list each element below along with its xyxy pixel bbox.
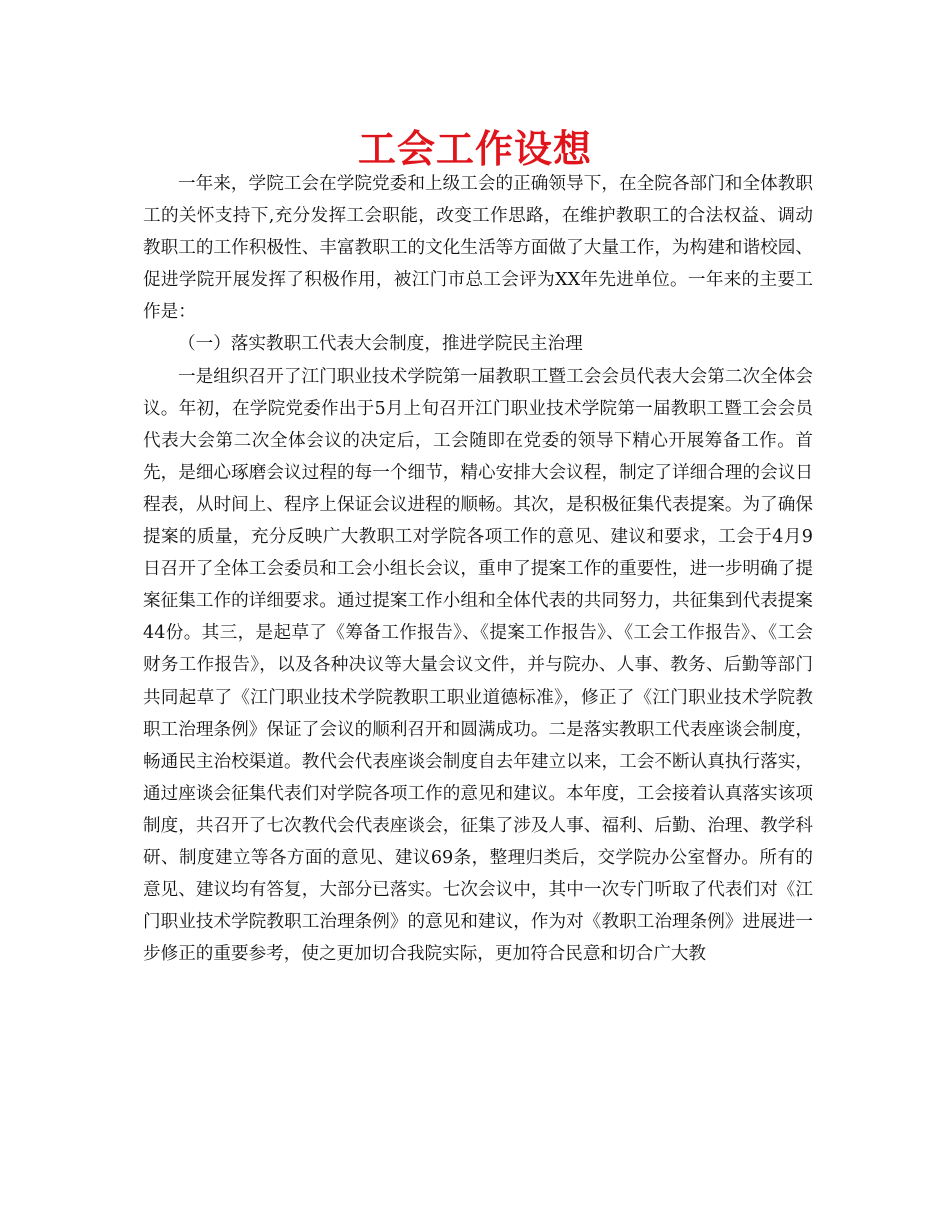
document-title: 工会工作设想 — [357, 127, 592, 171]
document-body — [143, 168, 813, 970]
body-paragraph: 一是组织召开了江门职业技术学院第一届教职工暨工会会员代表大会第二次全体会议。年初，在学院党委作出于5月上旬召开江门职业技术学院第一届教职工暨工会会员代表大会第二次全体会议的决定后，工会随即在党委的领导下精心开展筹备工作。首先，是细心琢磨会议过程的每一个细节，精心安排大会议程，制定了详细合理的会议日程表，从时间上、程序上保证会议进程的顺畅。其次，是积极征集代表提案。为了确保提案的质量，充分反映广大教职工对学院各项工作的意见、建议和要求，工会于4月9日召开了全体工会委员和工会小组长会议，重申了提案工作的重要性，进一步明确了提案征集工作的详细要求。通过提案工作小组和全体代表的共同努力，共征集到代表提案44份。其三，是起草了《筹备工作报告》、《提案工作报告》、《工会工作报告》、《工会财务工作报告》，以及各种决议等大量会议文件，并与院办、人事、教务、后勤等部门共同起草了《江门职业技术学院教职工职业道德标准》，修正了《江门职业技术学院教职工治理条例》保证了会议的顺利召开和圆满成功。二是落实教职工代表座谈会制度，畅通民主治校渠道。教代会代表座谈会制度自去年建立以来，工会不断认真执行落实，通过座谈会征集代表们对学院各项工作的意见和建议。本年度，工会接着认真落实该项制度，共召开了七次教代会代表座谈会，征集了涉及人事、福利、后勤、治理、教学科研、制度建立等各方面的意见、建议69条，整理归类后，交学院办公室督办。所有的意见、建议均有答复，大部分已落实。七次会议中，其中一次专门听取了代表们对《江门职业技术学院教职工治理条例》的意见和建议，作为对《教职工治理条例》进展进一步修正的重要参考，使之更加切合我院实际，更加符合民意和切合广大教 — [143, 366, 813, 965]
intro-paragraph: 一年来，学院工会在学院党委和上级工会的正确领导下，在全院各部门和全体教职工的关怀支持下,充分发挥工会职能，改变工作思路，在维护教职工的合法权益、调动教职工的工作积极性、丰富教职工的文化生活等方面做了大量工作，为构建和谐校园、促进学院开展发挥了积极作用，被江门市总工会评为XX年先进单位。一年来的主要工作是： — [143, 174, 813, 323]
section-heading: （一）落实教职工代表大会制度，推进学院民主治理 — [178, 334, 583, 355]
